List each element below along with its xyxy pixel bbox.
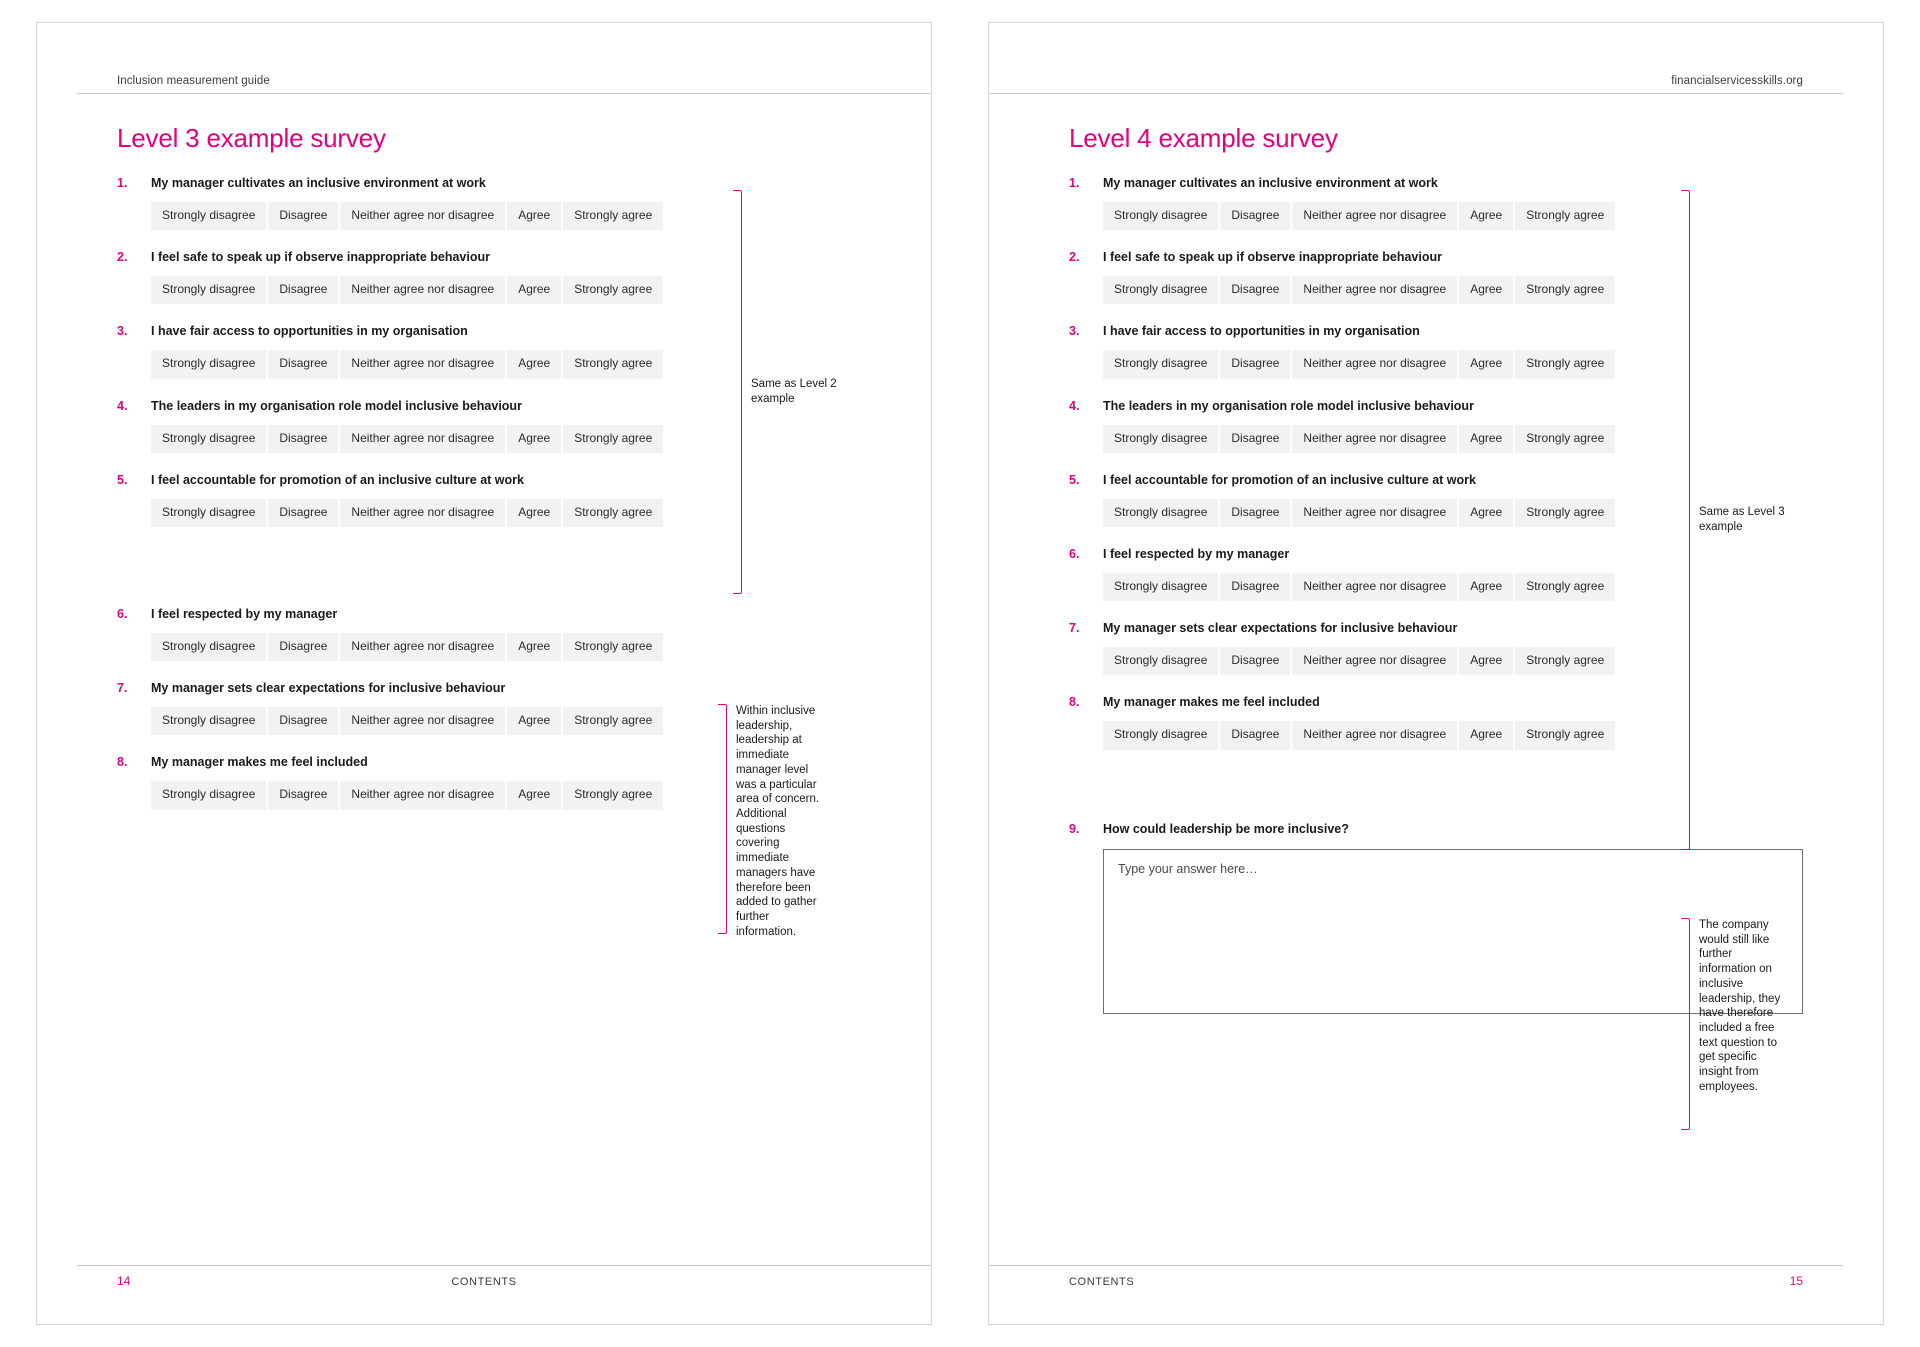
likert-option-disagree[interactable]: Disagree — [268, 276, 340, 304]
likert-option-strongly-disagree[interactable]: Strongly disagree — [151, 633, 268, 661]
likert-option-neither[interactable]: Neither agree nor disagree — [1292, 202, 1459, 230]
likert-option-strongly-agree[interactable]: Strongly agree — [1515, 721, 1615, 749]
left-question-list — [117, 176, 891, 938]
question-text: My manager cultivates an inclusive environment at work — [151, 176, 486, 190]
question-number: 8. — [1069, 695, 1080, 710]
question-text: My manager sets clear expectations for inclusive behaviour — [1103, 621, 1458, 636]
question-text: I feel respected by my manager — [1103, 546, 1290, 561]
page-number-right: 15 — [1789, 1274, 1803, 1288]
annotation-text: The company would still like further information on inclusive leadership, they have therefore included a free text question to get specific insight from employees. — [1699, 919, 1781, 1093]
question-number: 5. — [117, 472, 128, 487]
likert-option-agree[interactable]: Agree — [1459, 202, 1515, 230]
question-text: I feel respected by my manager — [151, 606, 338, 621]
question-text: I feel accountable for promotion of an inclusive culture at work — [1103, 472, 1476, 487]
page-left-content — [117, 109, 891, 1254]
bracket-icon — [1681, 190, 1690, 850]
footer-rule-right — [989, 1265, 1843, 1266]
contents-link-left[interactable]: CONTENTS — [451, 1276, 517, 1288]
likert-option-strongly-disagree[interactable]: Strongly disagree — [151, 350, 268, 378]
likert-option-strongly-agree[interactable]: Strongly agree — [563, 202, 663, 230]
question-number: 4. — [1069, 398, 1080, 413]
question-text: I have fair access to opportunities in my organisation — [151, 324, 468, 339]
likert-option-disagree[interactable]: Disagree — [268, 350, 340, 378]
question-number: 6. — [1069, 546, 1080, 561]
likert-option-strongly-agree[interactable]: Strongly agree — [1515, 425, 1615, 453]
likert-option-strongly-disagree[interactable]: Strongly disagree — [1103, 647, 1220, 675]
annotation-same-as-level-3 — [1681, 190, 1794, 850]
likert-option-strongly-agree[interactable]: Strongly agree — [563, 781, 663, 809]
likert-option-strongly-disagree[interactable]: Strongly disagree — [1103, 425, 1220, 453]
question-text: The leaders in my organisation role model inclusive behaviour — [1103, 398, 1474, 413]
page-right-title: Level 4 example survey — [1069, 123, 1338, 153]
likert-option-strongly-agree[interactable]: Strongly agree — [1515, 573, 1615, 601]
likert-option-disagree[interactable]: Disagree — [1220, 202, 1292, 230]
likert-option-agree[interactable]: Agree — [1459, 721, 1515, 749]
likert-option-agree[interactable]: Agree — [1459, 350, 1515, 378]
header-right-text: financialservicesskills.org — [1671, 75, 1803, 87]
question-text: I feel safe to speak up if observe inappropriate behaviour — [151, 250, 490, 265]
bracket-icon — [718, 704, 727, 934]
likert-option-disagree[interactable]: Disagree — [268, 633, 340, 661]
page-left-title: Level 3 example survey — [117, 123, 386, 153]
header-rule-left — [77, 93, 931, 94]
likert-option-agree[interactable]: Agree — [1459, 647, 1515, 675]
likert-scale — [151, 633, 891, 661]
likert-option-agree[interactable]: Agree — [507, 633, 563, 661]
page-left — [36, 22, 932, 1325]
likert-option-strongly-disagree[interactable]: Strongly disagree — [151, 276, 268, 304]
likert-option-strongly-disagree[interactable]: Strongly disagree — [1103, 573, 1220, 601]
likert-option-disagree[interactable]: Disagree — [1220, 647, 1292, 675]
annotation-free-text-rationale — [1681, 918, 1782, 1130]
question-text: My manager sets clear expectations for inclusive behaviour — [151, 681, 506, 696]
likert-option-agree[interactable]: Agree — [1459, 573, 1515, 601]
likert-option-strongly-disagree[interactable]: Strongly disagree — [1103, 202, 1220, 230]
question-number: 7. — [1069, 621, 1080, 636]
question-number: 9. — [1069, 821, 1080, 836]
question-text: The leaders in my organisation role model inclusive behaviour — [151, 398, 522, 413]
free-text-placeholder: Type your answer here… — [1118, 861, 1258, 876]
likert-option-neither[interactable]: Neither agree nor disagree — [340, 350, 507, 378]
bracket-icon — [733, 190, 742, 594]
likert-option-strongly-agree[interactable]: Strongly agree — [563, 425, 663, 453]
likert-option-strongly-agree[interactable]: Strongly agree — [1515, 647, 1615, 675]
question-text: I feel accountable for promotion of an inclusive culture at work — [151, 472, 524, 487]
likert-option-disagree[interactable]: Disagree — [1220, 276, 1292, 304]
right-question-list — [1069, 176, 1803, 1093]
question-text: I have fair access to opportunities in my organisation — [1103, 324, 1420, 339]
contents-link-right[interactable]: CONTENTS — [1069, 1276, 1135, 1288]
likert-option-disagree[interactable]: Disagree — [268, 425, 340, 453]
annotation-text: Same as Level 2 example — [751, 378, 837, 405]
likert-option-agree[interactable]: Agree — [507, 707, 563, 735]
likert-option-agree[interactable]: Agree — [1459, 425, 1515, 453]
header-left-text: Inclusion measurement guide — [117, 75, 270, 87]
likert-option-strongly-agree[interactable]: Strongly agree — [563, 499, 663, 527]
likert-option-strongly-agree[interactable]: Strongly agree — [563, 633, 663, 661]
likert-option-disagree[interactable]: Disagree — [268, 707, 340, 735]
likert-option-disagree[interactable]: Disagree — [268, 499, 340, 527]
likert-option-strongly-disagree[interactable]: Strongly disagree — [151, 499, 268, 527]
likert-option-neither[interactable]: Neither agree nor disagree — [1292, 276, 1459, 304]
question-number: 7. — [117, 681, 128, 696]
likert-option-neither[interactable]: Neither agree nor disagree — [1292, 647, 1459, 675]
question-number: 1. — [117, 176, 128, 190]
annotation-text: Within inclusive leadership, leadership at immediate manager level was a particular area of concern. Additional questions covering immediate managers have therefore been added to gather further information. — [736, 705, 820, 938]
likert-option-agree[interactable]: Agree — [507, 350, 563, 378]
likert-option-neither[interactable]: Neither agree nor disagree — [1292, 721, 1459, 749]
likert-option-agree[interactable]: Agree — [507, 499, 563, 527]
question-text: How could leadership be more inclusive? — [1103, 821, 1349, 836]
likert-option-disagree[interactable]: Disagree — [1220, 425, 1292, 453]
likert-option-strongly-disagree[interactable]: Strongly disagree — [151, 425, 268, 453]
question-number: 1. — [1069, 176, 1080, 190]
question-text: My manager makes me feel included — [1103, 695, 1320, 710]
annotation-text: Same as Level 3 example — [1699, 506, 1785, 533]
likert-option-neither[interactable]: Neither agree nor disagree — [340, 276, 507, 304]
question-number: 3. — [117, 324, 128, 339]
likert-option-strongly-agree[interactable]: Strongly agree — [563, 707, 663, 735]
likert-option-neither[interactable]: Neither agree nor disagree — [1292, 350, 1459, 378]
likert-option-strongly-agree[interactable]: Strongly agree — [1515, 499, 1615, 527]
likert-option-strongly-disagree[interactable]: Strongly disagree — [151, 707, 268, 735]
likert-option-disagree[interactable]: Disagree — [268, 781, 340, 809]
bracket-icon — [1681, 918, 1690, 1130]
page-number-left: 14 — [117, 1274, 131, 1288]
header-rule-right — [989, 93, 1843, 94]
likert-option-strongly-disagree[interactable]: Strongly disagree — [1103, 276, 1220, 304]
likert-option-strongly-disagree[interactable]: Strongly disagree — [1103, 721, 1220, 749]
likert-option-disagree[interactable]: Disagree — [1220, 499, 1292, 527]
question-number: 4. — [117, 398, 128, 413]
likert-option-agree[interactable]: Agree — [1459, 276, 1515, 304]
footer-rule-left — [77, 1265, 931, 1266]
likert-option-neither[interactable]: Neither agree nor disagree — [1292, 425, 1459, 453]
question-number: 3. — [1069, 324, 1080, 339]
likert-option-neither[interactable]: Neither agree nor disagree — [340, 781, 507, 809]
likert-option-agree[interactable]: Agree — [507, 781, 563, 809]
likert-option-strongly-disagree[interactable]: Strongly disagree — [1103, 499, 1220, 527]
question-number: 5. — [1069, 472, 1080, 487]
question-item — [117, 607, 891, 661]
likert-option-strongly-disagree[interactable]: Strongly disagree — [151, 202, 268, 230]
likert-option-disagree[interactable]: Disagree — [1220, 721, 1292, 749]
annotation-same-as-level-2 — [733, 190, 846, 594]
likert-option-disagree[interactable]: Disagree — [268, 202, 340, 230]
likert-option-disagree[interactable]: Disagree — [1220, 573, 1292, 601]
question-number: 2. — [1069, 250, 1080, 265]
likert-option-disagree[interactable]: Disagree — [1220, 350, 1292, 378]
page-right — [988, 22, 1884, 1325]
likert-option-strongly-agree[interactable]: Strongly agree — [1515, 202, 1615, 230]
question-text: My manager cultivates an inclusive environment at work — [1103, 176, 1438, 190]
question-text: My manager makes me feel included — [151, 755, 368, 770]
likert-option-strongly-agree[interactable]: Strongly agree — [563, 350, 663, 378]
question-text: I feel safe to speak up if observe inappropriate behaviour — [1103, 250, 1442, 265]
likert-option-strongly-agree[interactable]: Strongly agree — [1515, 350, 1615, 378]
likert-option-neither[interactable]: Neither agree nor disagree — [340, 707, 507, 735]
likert-option-agree[interactable]: Agree — [507, 202, 563, 230]
likert-option-neither[interactable]: Neither agree nor disagree — [1292, 499, 1459, 527]
likert-option-strongly-agree[interactable]: Strongly agree — [1515, 276, 1615, 304]
likert-option-strongly-agree[interactable]: Strongly agree — [563, 276, 663, 304]
annotation-immediate-manager — [718, 704, 823, 938]
page-right-content — [1029, 109, 1803, 1254]
likert-option-neither[interactable]: Neither agree nor disagree — [1292, 573, 1459, 601]
likert-option-agree[interactable]: Agree — [507, 425, 563, 453]
likert-option-strongly-disagree[interactable]: Strongly disagree — [151, 781, 268, 809]
likert-option-neither[interactable]: Neither agree nor disagree — [340, 425, 507, 453]
likert-option-neither[interactable]: Neither agree nor disagree — [340, 202, 507, 230]
likert-option-agree[interactable]: Agree — [1459, 499, 1515, 527]
likert-option-strongly-disagree[interactable]: Strongly disagree — [1103, 350, 1220, 378]
likert-option-neither[interactable]: Neither agree nor disagree — [340, 499, 507, 527]
likert-option-neither[interactable]: Neither agree nor disagree — [340, 633, 507, 661]
question-number: 8. — [117, 755, 128, 770]
question-number: 6. — [117, 606, 128, 621]
likert-option-agree[interactable]: Agree — [507, 276, 563, 304]
question-number: 2. — [117, 250, 128, 265]
